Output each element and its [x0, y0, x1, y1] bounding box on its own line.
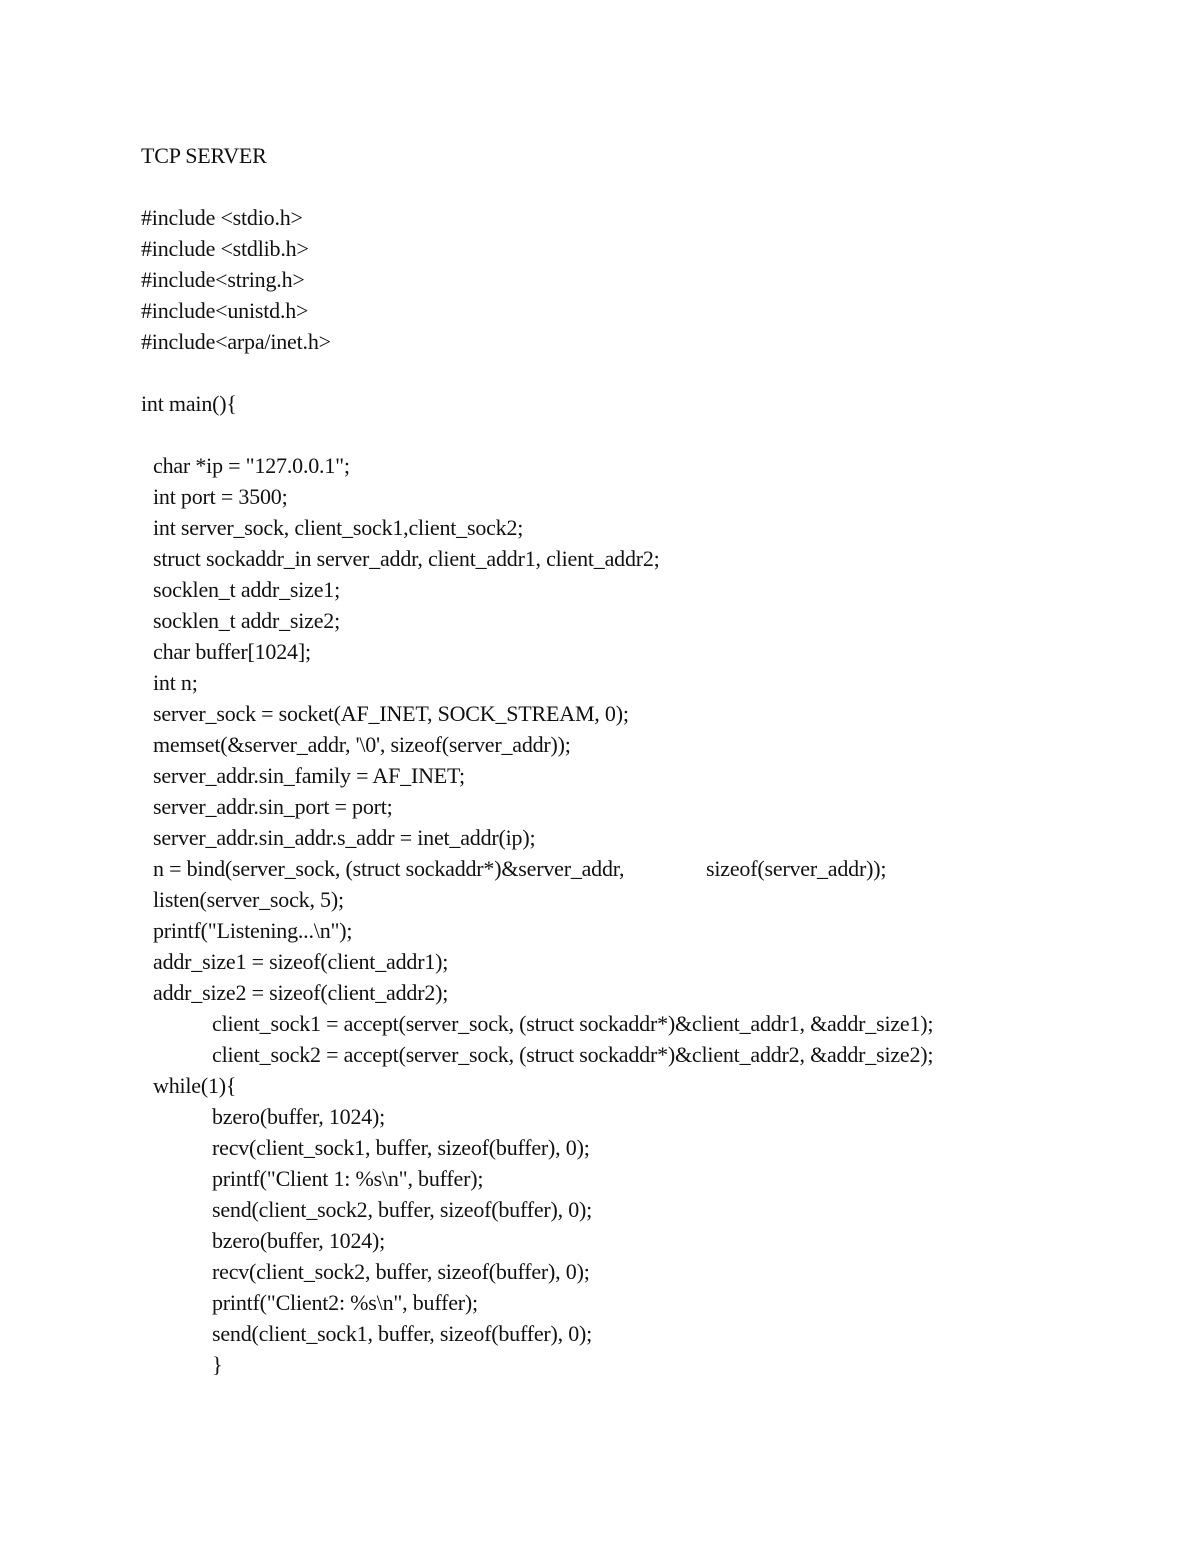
loop-line: bzero(buffer, 1024); — [212, 1228, 386, 1253]
accept-call-line: client_sock1 = accept(server_sock, (struct sockaddr*)&client_addr1, &addr_size1); — [212, 1011, 934, 1036]
code-line: int port = 3500; — [153, 484, 288, 509]
loop-closing-brace: } — [212, 1352, 223, 1377]
accept-call-line: client_sock2 = accept(server_sock, (struct sockaddr*)&client_addr2, &addr_size2); — [212, 1042, 934, 1067]
code-line: listen(server_sock, 5); — [153, 887, 344, 912]
code-line: socklen_t addr_size2; — [153, 608, 341, 633]
loop-line: printf("Client 1: %s\n", buffer); — [212, 1166, 484, 1191]
code-line: char buffer[1024]; — [153, 639, 311, 664]
document-title: TCP SERVER — [141, 143, 267, 168]
loop-line: bzero(buffer, 1024); — [212, 1104, 386, 1129]
code-line: server_addr.sin_port = port; — [153, 794, 393, 819]
include-line: #include<arpa/inet.h> — [141, 329, 331, 354]
loop-line: recv(client_sock1, buffer, sizeof(buffer), 0); — [212, 1135, 590, 1160]
code-line: server_sock = socket(AF_INET, SOCK_STREAM, 0); — [153, 701, 629, 726]
code-line: int n; — [153, 670, 198, 695]
loop-line: printf("Client2: %s\n", buffer); — [212, 1290, 478, 1315]
main-signature: int main(){ — [141, 391, 237, 416]
code-line: int server_sock, client_sock1,client_sock2; — [153, 515, 524, 540]
code-line: printf("Listening...\n"); — [153, 918, 353, 943]
loop-line: send(client_sock2, buffer, sizeof(buffer), 0); — [212, 1197, 593, 1222]
bind-call-argument: sizeof(server_addr)); — [706, 856, 887, 881]
include-line: #include <stdlib.h> — [141, 236, 309, 261]
code-line: server_addr.sin_addr.s_addr = inet_addr(ip); — [153, 825, 536, 850]
include-line: #include<string.h> — [141, 267, 305, 292]
code-line: addr_size2 = sizeof(client_addr2); — [153, 980, 449, 1005]
include-line: #include<unistd.h> — [141, 298, 309, 323]
include-line: #include <stdio.h> — [141, 205, 303, 230]
loop-line: send(client_sock1, buffer, sizeof(buffer), 0); — [212, 1321, 593, 1346]
code-line: addr_size1 = sizeof(client_addr1); — [153, 949, 449, 974]
code-line: server_addr.sin_family = AF_INET; — [153, 763, 465, 788]
loop-header: while(1){ — [153, 1073, 237, 1098]
code-line: socklen_t addr_size1; — [153, 577, 341, 602]
code-line: struct sockaddr_in server_addr, client_addr1, client_addr2; — [153, 546, 660, 571]
bind-call-line: n = bind(server_sock, (struct sockaddr*)&server_addr, — [153, 856, 625, 881]
code-line: char *ip = "127.0.0.1"; — [153, 453, 350, 478]
code-line: memset(&server_addr, '\0', sizeof(server_addr)); — [153, 732, 571, 757]
loop-line: recv(client_sock2, buffer, sizeof(buffer), 0); — [212, 1259, 590, 1284]
